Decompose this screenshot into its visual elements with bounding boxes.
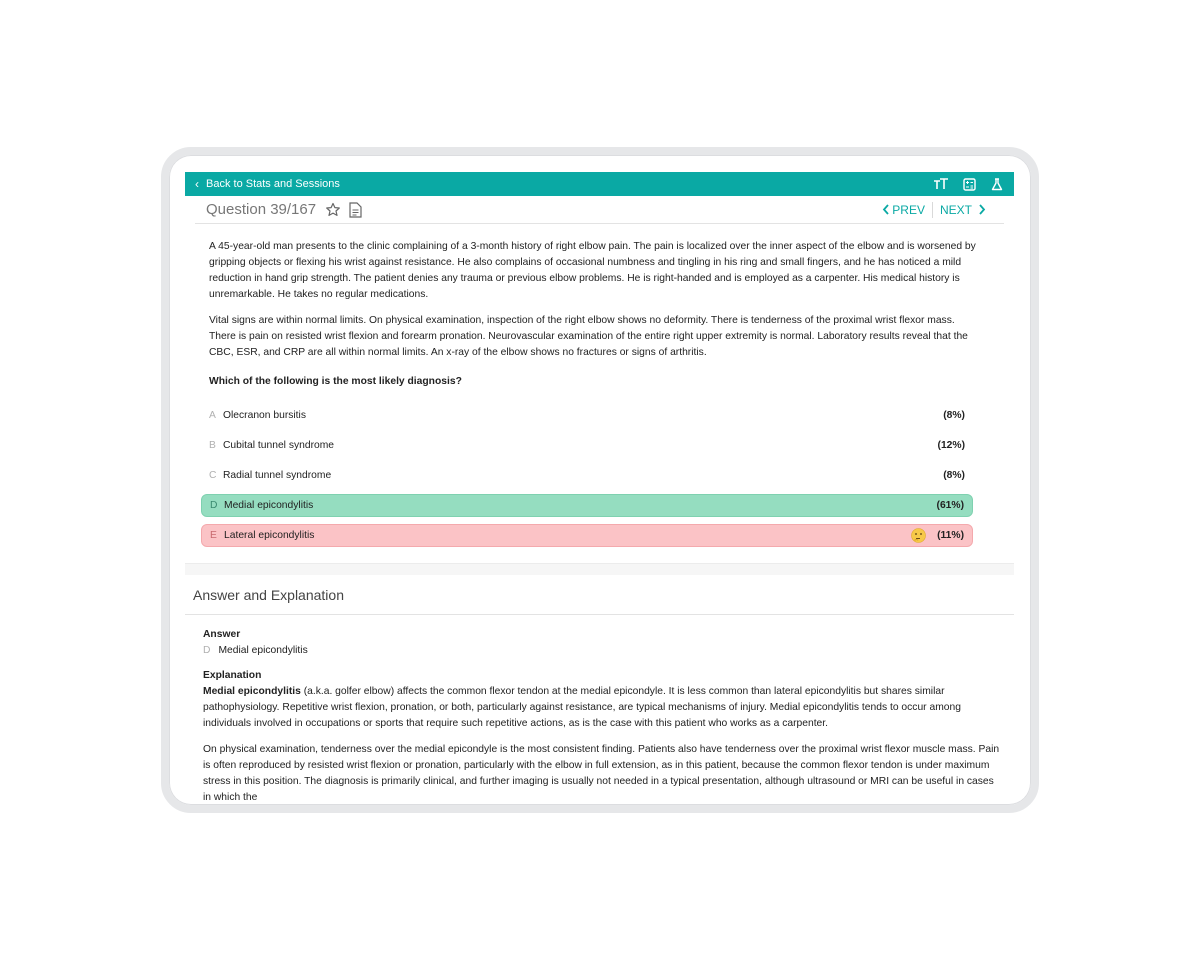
- next-label: NEXT: [939, 202, 972, 217]
- prev-button[interactable]: [875, 203, 932, 217]
- star-icon[interactable]: [325, 202, 341, 218]
- question-header: [195, 196, 1004, 224]
- question-body: [185, 224, 1014, 390]
- choice-letter: D: [210, 500, 218, 511]
- correct-answer-line: [203, 643, 1002, 658]
- question-counter: Question 39/167: [206, 201, 317, 218]
- answer-choices: [201, 404, 973, 547]
- choice-text: Olecranon bursitis: [223, 410, 306, 421]
- answer-choice-d[interactable]: [201, 494, 973, 517]
- correct-answer-letter: D: [203, 645, 211, 656]
- chevron-right-icon: [978, 204, 986, 215]
- answer-choice-e[interactable]: [201, 524, 973, 547]
- app-screen: [185, 172, 1014, 803]
- choice-text: Medial epicondylitis: [224, 500, 314, 511]
- explanation-heading: Explanation: [203, 670, 262, 681]
- correct-answer-text: Medial epicondylitis: [218, 645, 308, 656]
- choice-percentage: (11%): [937, 530, 964, 541]
- choice-percentage: (12%): [937, 440, 965, 451]
- explanation-paragraph: On physical examination, tenderness over the medial epicondyle is the most consistent finding. Patients also have tenderness over the proximal wrist flexor muscle mass. Pain is often reproduced by resisted wrist flexion or pronation, particularly with the elbow in full extension, as in this patient, because the common flexor tendon is under maximum stress in this position. The diagnosis is primarily clinical, and further imaging is usually not needed in a typical presentation, although ultrasound or MRI can be useful in cases in which the: [203, 744, 1000, 803]
- choice-text: Lateral epicondylitis: [224, 530, 315, 541]
- prev-label: PREV: [892, 202, 925, 217]
- answer-choice-c[interactable]: [201, 464, 973, 487]
- back-to-stats-link[interactable]: [195, 178, 340, 190]
- text-size-icon[interactable]: [934, 177, 948, 191]
- lab-flask-icon[interactable]: [990, 177, 1004, 191]
- explanation-lead-term: Medial epicondylitis: [203, 686, 301, 697]
- choice-percentage: (61%): [936, 500, 964, 511]
- back-link-label: Back to Stats and Sessions: [206, 178, 340, 190]
- explanation-paragraph-text: (a.k.a. golfer elbow) affects the common flexor tendon at the medial epicondyle. It is less common than lateral epicondylitis but shares similar pathophysiology. Repetitive wrist flexion, pronation, or both, particularly against resistance, are typical mechanisms of injury. Medial epicondylitis tends to occur among individuals involved in occupations or sports that require such repetitive actions, as is the case with this patient who works as a carpenter.: [203, 686, 961, 729]
- choice-letter: A: [209, 410, 216, 421]
- chevron-left-icon: ‹: [195, 177, 199, 191]
- question-prompt: Which of the following is the most likely diagnosis?: [209, 376, 462, 387]
- question-stem-paragraph: A 45-year-old man presents to the clinic complaining of a 3-month history of right elbow pain. The pain is localized over the inner aspect of the elbow and is worsened by gripping objects or flexing his wrist against resistance. He also complains of occasional numbness and tingling in his ring and small fingers, and he has noticed a mild reduction in hand grip strength. The patient denies any trauma or previous elbow problems. He is right-handed and is employed as a carpenter. His medical history is unremarkable. He takes no regular medications.: [209, 241, 976, 300]
- choice-text: Cubital tunnel syndrome: [223, 440, 335, 451]
- answer-heading: Answer: [203, 629, 241, 640]
- thinking-face-icon: [911, 528, 926, 543]
- choice-percentage: (8%): [943, 470, 965, 481]
- explanation-section-header: [185, 575, 1014, 615]
- explanation-body: [203, 627, 1002, 816]
- calculator-icon[interactable]: [962, 177, 976, 191]
- top-bar: [185, 172, 1014, 196]
- next-button[interactable]: [933, 203, 993, 217]
- answer-choice-a[interactable]: [201, 404, 973, 427]
- question-stem-paragraph: Vital signs are within normal limits. On physical examination, inspection of the right elbow shows no deformity. There is tenderness of the proximal wrist flexor mass. There is pain on resisted wrist flexion and forearm pronation. Neurovascular examination of the entire right upper extremity is normal. Laboratory results reveal that the CBC, ESR, and CRP are all within normal limits. An x-ray of the elbow shows no fractures or signs of arthritis.: [209, 315, 968, 358]
- note-icon[interactable]: [349, 202, 362, 218]
- chevron-left-icon: [882, 204, 890, 215]
- section-divider: [185, 563, 1014, 575]
- choice-letter: B: [209, 440, 216, 451]
- explanation-paragraph: [203, 684, 1002, 732]
- choice-text: Radial tunnel syndrome: [223, 470, 332, 481]
- choice-letter: C: [209, 470, 217, 481]
- explanation-section-title: Answer and Explanation: [193, 586, 344, 603]
- choice-percentage: (8%): [943, 410, 965, 421]
- answer-choice-b[interactable]: [201, 434, 973, 457]
- choice-letter: E: [210, 530, 217, 541]
